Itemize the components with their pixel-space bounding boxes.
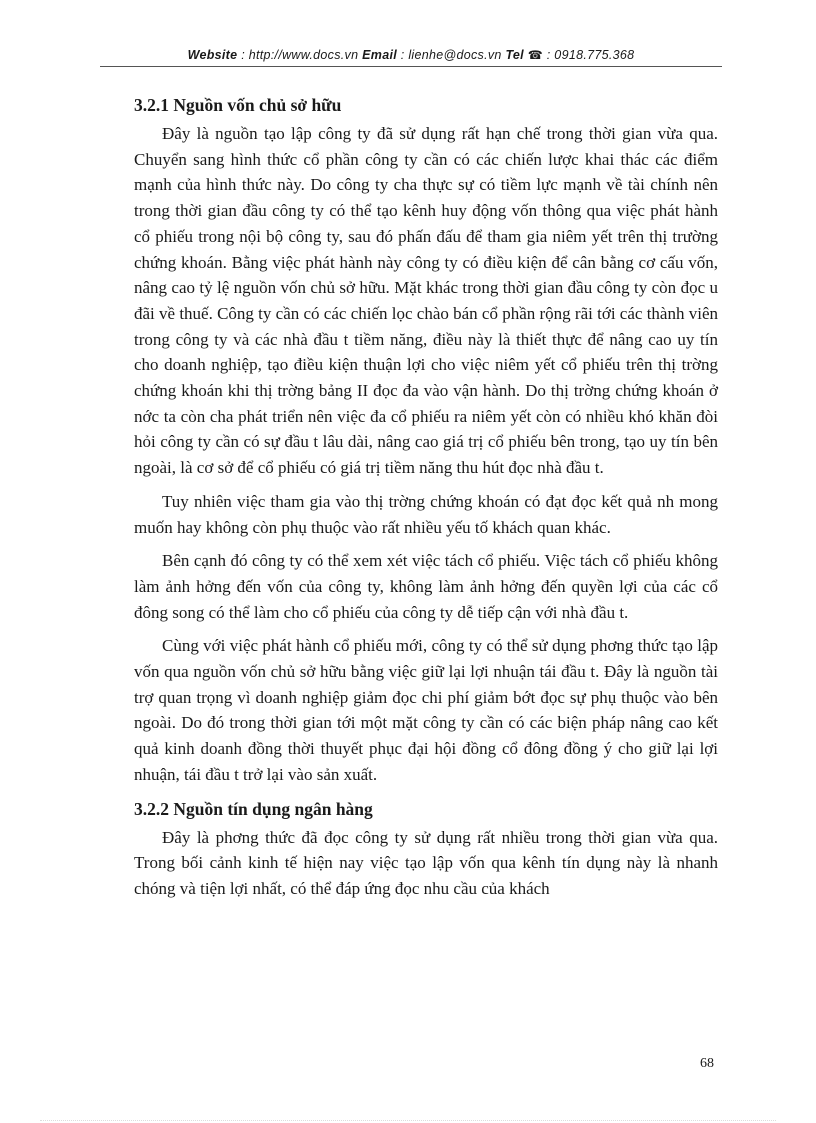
page-bottom-divider xyxy=(40,1120,776,1121)
page-number: 68 xyxy=(700,1056,714,1071)
paragraph: Tuy nhiên việc tham gia vào thị trờng chứng khoán có đạt đọc kết quả nh mong muốn hay không còn phụ thuộc vào rất nhiều yếu tố khách quan khác. xyxy=(134,491,718,537)
phone-icon: ☎ xyxy=(527,48,543,62)
paragraph: Bên cạnh đó công ty có thể xem xét việc tách cổ phiếu. Việc tách cổ phiếu không làm ảnh hởng đến vốn của công ty, không làm ảnh hởng đến quyền lợi của các cổ đông song có thể làm cho cổ phiếu của công ty dễ tiếp cận với nhà đầu t. xyxy=(134,551,718,622)
paragraph: Đây là nguồn tạo lập công ty đã sử dụng rất hạn chế trong thời gian vừa qua. Chuyển sang hình thức cổ phần công ty cần có các chiến lược khai thác các điểm mạnh của hình thức này. Do công ty cha thực sự có tiềm lực mạnh về tài chính nên trong thời gian đầu công ty có thể tạo kênh huy động vốn thông qua việc phát hành cổ phiếu trong nội bộ công ty, sau đó phấn đấu để tham gia niêm yết trên thị trường chứng khoán. Bằng việc phát hành này công ty có điều kiện để cân bằng cơ cấu vốn, nâng cao tỷ lệ nguồn vốn chủ sở hữu. Mặt khác trong thời gian đầu công ty còn đọc u đãi về thuế. Công ty cần có các chiến lọc chào bán cổ phần rộng rãi tới các thành viên trong công ty và các nhà đầu t tiềm năng, điều này là thiết thực để nâng cao uy tín cho doanh nghiệp, tạo điều kiện thuận lợi cho việc niêm yết cổ phiếu trên thị trờng chứng khoán khi thị trờng bảng II đọc đa vào vận hành. Do thị trờng chứng khoán ở nớc ta còn cha phát triển nên việc đa cổ phiếu ra niêm yết còn có nhiều khó khăn đòi hỏi công ty cần có sự đầu t lâu dài, nâng cao giá trị cổ phiếu bên trong, tạo uy tín bên ngoài, là cơ sở để cổ phiếu có giá trị tiềm năng thu hút đọc nhà đầu t. xyxy=(134,124,718,478)
header-rule xyxy=(100,66,722,67)
tel-label: Tel xyxy=(505,48,524,62)
paragraph: Cùng với việc phát hành cổ phiếu mới, công ty có thể sử dụng phơng thức tạo lập vốn qua nguồn vốn chủ sở hữu bằng việc giữ lại lợi nhuận tái đầu t. Đây là nguồn tài trợ quan trọng vì doanh nghiệp giảm đọc chi phí giảm bớt đọc sự phụ thuộc vào bên ngoài. Do đó trong thời gian tới một mặt công ty cần có các biện pháp nâng cao kết quả kinh doanh đồng thời thuyết phục đại hội đồng cổ đông đồng ý cho giữ lại lợi nhuận, tái đầu t trở lại vào sản xuất. xyxy=(134,636,718,784)
section-heading-equity: 3.2.1 Nguồn vốn chủ sở hữu xyxy=(134,95,342,115)
website-label: Website xyxy=(187,48,238,62)
email-value: : lienhe@docs.vn xyxy=(400,48,502,62)
section-heading-bank-credit: 3.2.2 Nguồn tín dụng ngân hàng xyxy=(134,798,373,819)
email-label: Email xyxy=(362,48,397,62)
tel-value: : 0918.775.368 xyxy=(546,48,635,62)
page-header xyxy=(100,44,722,66)
paragraph: Đây là phơng thức đã đọc công ty sử dụng rất nhiều trong thời gian vừa qua. Trong bối cảnh kinh tế hiện nay việc tạo lập vốn qua kênh tín dụng này là nhanh chóng và tiện lợi nhất, có thể đáp ứng đọc nhu cầu của khách xyxy=(134,827,718,898)
document-body xyxy=(134,92,718,910)
website-value: : http://www.docs.vn xyxy=(241,48,359,62)
